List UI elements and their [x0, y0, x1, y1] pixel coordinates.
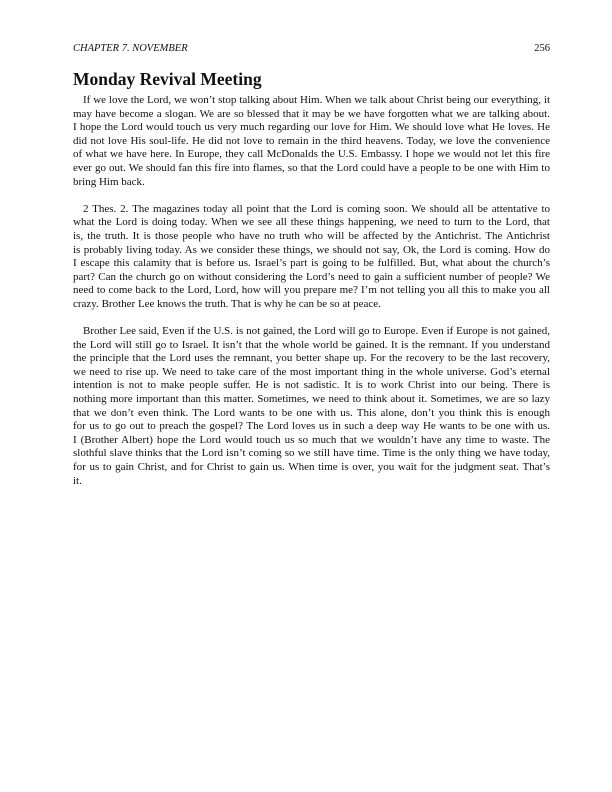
- text-line: I escape this calamity that is before us. Israel’s part is going to be fulfilled. But, what about the church’s: [73, 257, 550, 270]
- text-line: it.: [73, 474, 82, 487]
- text-line: what the Lord is doing today. When we see all these things happening, we need to turn to the Lord, that: [73, 216, 550, 229]
- text-line: that we don’t even think. The Lord wants to be one with us. This alone, don’t you think this is enough: [73, 406, 550, 419]
- paragraph: [73, 325, 550, 488]
- section-title: Monday Revival Meeting: [73, 69, 262, 89]
- text-line: crazy. Brother Lee knows the truth. That is why he can be so at peace.: [73, 297, 381, 310]
- body-text: [73, 94, 550, 502]
- text-line: is, the truth. It is those people who have no truth who will be affected by the Antichrist. The Antichrist: [73, 229, 550, 242]
- text-line: Brother Lee said, Even if the U.S. is not gained, the Lord will go to Europe. Even if Europe is not gained,: [83, 325, 550, 338]
- text-line: did not love His soul-life. He did not love to remain in the third heavens. Today, we love the convenience: [73, 134, 550, 147]
- text-line: If we love the Lord, we won’t stop talking about Him. When we talk about Christ being our everything, it: [83, 94, 550, 106]
- text-line: bring Him back.: [73, 175, 145, 188]
- page-number: 256: [534, 43, 550, 54]
- running-header: [73, 43, 550, 54]
- text-line: the Lord will still go to Israel. It isn’t that the whole world be gained. It is the remnant. If you understand: [73, 338, 550, 351]
- text-line: ever go out. We should fan this fire into flames, so that the Lord could have a people to be one with Him to: [73, 161, 550, 174]
- text-line: 2 Thes. 2. The magazines today all point that the Lord is coming soon. We should all be attentative to: [83, 202, 550, 215]
- text-line: nothing more important than this matter. Sometimes, we need to think about it. Sometimes, we are so lazy: [73, 393, 550, 406]
- text-line: may have become a slogan. We are so blessed that it may be we have forgotten what we are talking about.: [73, 107, 550, 120]
- text-line: for us to go out to preach the gospel? The Lord loves us in such a deep way He wants to be one with us.: [73, 420, 550, 433]
- paragraph: [73, 94, 550, 189]
- text-line: is probably living today. As we consider these things, we should not say, Ok, the Lord is coming. How do: [73, 243, 550, 256]
- text-line: I hope the Lord would touch us very much regarding our love for Him. We should love what He loves. He: [73, 121, 550, 134]
- chapter-heading: CHAPTER 7. NOVEMBER: [73, 43, 188, 54]
- text-line: the principle that the Lord uses the remnant, you better shape up. For the recovery to be the last recovery,: [73, 352, 550, 365]
- text-line: need to come back to the Lord, Lord, how will you prepare me? I’m not telling you all this to make you all: [73, 284, 550, 297]
- text-line: of what we have here. In Europe, they call McDonalds the U.S. Embassy. I hope we would not let this fire: [73, 148, 550, 161]
- text-line: part? Can the church go on without considering the Lord’s need to gain a sufficient number of people? We: [73, 270, 550, 283]
- text-line: slothful slave thinks that the Lord isn’t coming so we still have time. Time is the only thing we have today,: [73, 447, 550, 460]
- text-line: we need to rise up. We need to take care of the most important thing in the whole universe. God’s eternal: [73, 365, 550, 378]
- paragraph: [73, 203, 550, 312]
- text-line: I (Brother Albert) hope the Lord would touch us so much that we wouldn’t have any time to waste. The: [73, 433, 550, 446]
- text-line: intention is not to make people suffer. He is not sadistic. It is to work Christ into our being. There is: [73, 379, 550, 392]
- text-line: for us to gain Christ, and for Christ to gain us. When time is over, you wait for the judgment seat. That’s: [73, 461, 550, 474]
